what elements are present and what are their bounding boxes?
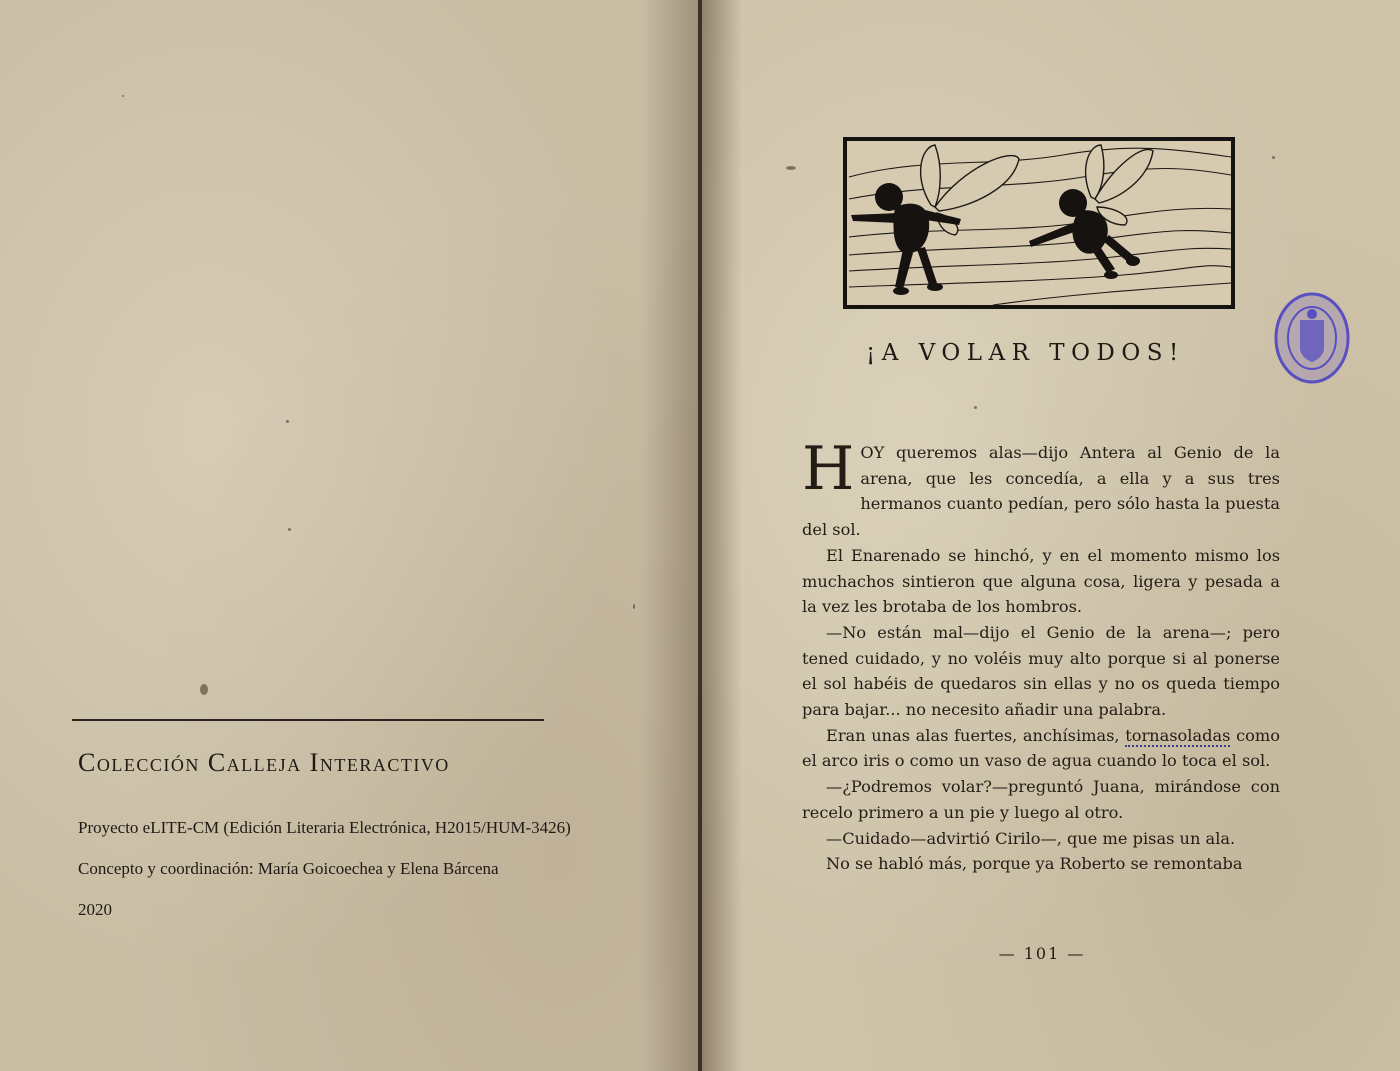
project-line: Proyecto eLITE-CM (Edición Literaria Electrónica, H2015/HUM-3426) [78, 818, 571, 837]
paragraph-6: —Cuidado—advirtió Cirilo—, que me pisas un ala. [826, 828, 1236, 848]
concept-line: Concepto y coordinación: María Goicoechea y Elena Bárcena [78, 859, 499, 878]
paper-speck [200, 684, 208, 695]
left-gutter-shadow [640, 0, 700, 1071]
chapter-body [802, 434, 1280, 877]
paper-speck [286, 420, 289, 423]
right-gutter-shadow [702, 0, 742, 1071]
year-line: 2020 [78, 900, 112, 919]
paragraph-1 [802, 434, 1280, 543]
paper-speck [1272, 156, 1275, 159]
paragraph-1-text: OY queremos alas—dijo Antera al Genio de la arena, que les concedía, a ella y a sus tres hermanos cuanto pedían, pero sólo hasta la puesta del sol. [802, 443, 1280, 540]
chapter-title: ¡A VOLAR TODOS! [866, 340, 1185, 366]
glossary-link-tornasoladas[interactable]: tornasoladas [1125, 725, 1231, 745]
drop-cap: H [802, 434, 855, 504]
paper-speck [288, 528, 291, 531]
fairies-illustration [843, 137, 1235, 309]
paper-speck [786, 166, 796, 170]
paragraph-5: —¿Podremos volar?—preguntó Juana, mirándose con recelo primero a un pie y luego al otro. [802, 777, 1280, 822]
paragraph-3: —No están mal—dijo el Genio de la arena—; pero tened cuidado, y no voléis muy alto porque si al ponerse el sol habéis de quedaros sin ellas y no os queda tiempo para bajar... no necesito añadir una palabra. [802, 622, 1280, 720]
paragraph-4-start: Eran unas alas fuertes, anchísimas, [826, 725, 1120, 745]
paper-speck [122, 95, 124, 97]
paragraph-4-end: como el arco iris o como un vaso de agua cuando lo toca el sol. [802, 725, 1280, 771]
paragraph-7: No se habló más, porque ya Roberto se remontaba [826, 854, 1243, 874]
library-stamp [1272, 290, 1352, 386]
paragraph-4 [802, 723, 1280, 774]
left-page [0, 0, 698, 1071]
paper-speck [633, 604, 635, 609]
page-number: — 101 — [998, 944, 1086, 963]
collection-title: Colección Calleja Interactivo [78, 748, 450, 777]
paper-speck [974, 406, 977, 409]
colophon-rule [72, 719, 544, 721]
paragraph-2: El Enarenado se hinchó, y en el momento mismo los muchachos sintieron que alguna cosa, ligera y pesada a la vez les brotaba de los hombros. [802, 545, 1280, 617]
